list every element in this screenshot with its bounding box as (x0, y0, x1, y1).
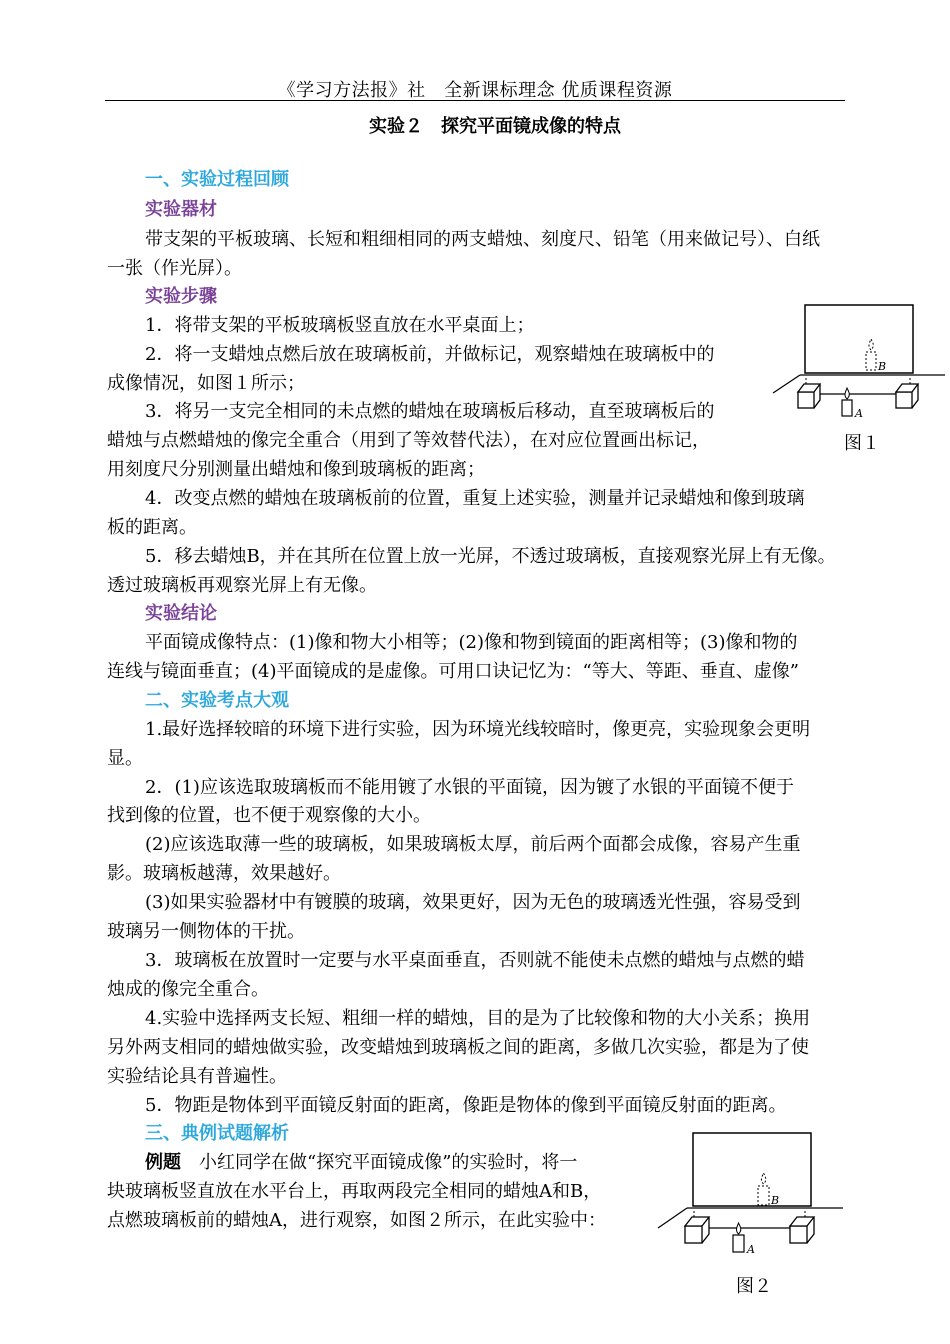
candle-a-icon (842, 388, 852, 416)
conclusion-heading: 实验结论 (145, 603, 217, 624)
figure-2-caption: 图２ (736, 1276, 772, 1297)
step-line: 成像情况，如图１所示； (107, 373, 305, 394)
point-line: 影。玻璃板越薄，效果越好。 (107, 863, 341, 884)
point-line: (2)应该选取薄一些的玻璃板，如果玻璃板太厚，前后两个面都会成像，容易产生重 (145, 834, 801, 855)
table-edge (773, 375, 800, 393)
step-line: 蜡烛与点燃蜡烛的像完全重合（用到了等效替代法），在对应位置画出标记， (107, 430, 710, 451)
section-heading-1: 一、实验过程回顾 (145, 169, 289, 190)
page-header: 《学习方法报》社 全新课标理念 优质课程资源 (277, 80, 673, 101)
header-divider (105, 100, 845, 101)
point-line: 烛成的像完全重合。 (107, 979, 269, 1000)
candle-a-icon (733, 1223, 744, 1252)
right-stand-icon (790, 1209, 814, 1243)
left-stand-icon (798, 376, 820, 408)
glass-plate-frame (693, 1133, 811, 1206)
steps-heading: 实验步骤 (145, 286, 217, 307)
example-line: 块玻璃板竖直放在水平台上，再取两段完全相同的蜡烛A和B， (107, 1181, 602, 1202)
point-line: 4.实验中选择两支长短、粗细一样的蜡烛，目的是为了比较像和物的大小关系；换用 (145, 1008, 811, 1029)
label-b: B (771, 1194, 780, 1207)
left-stand-icon (685, 1209, 709, 1243)
candle-b-icon (866, 339, 876, 370)
materials-line: 带支架的平板玻璃、长短和粗细相同的两支蜡烛、刻度尺、铅笔（用来做记号）、白纸 (145, 229, 820, 250)
step-line: 透过玻璃板再观察光屏上有无像。 (107, 575, 377, 596)
point-line: (3)如果实验器材中有镀膜的玻璃，效果更好，因为无色的玻璃透光性强，容易受到 (145, 892, 801, 913)
step-line: 4．改变点燃的蜡烛在玻璃板前的位置，重复上述实验，测量并记录蜡烛和像到玻璃 (145, 488, 805, 509)
point-line: 显。 (107, 748, 143, 769)
candle-b-icon (758, 1173, 769, 1205)
table-edge (658, 1208, 687, 1228)
point-line: 实验结论具有普遍性。 (107, 1066, 287, 1087)
example-line: 点燃玻璃板前的蜡烛A，进行观察，如图２所示，在此实验中： (107, 1210, 606, 1231)
figure-1-diagram (770, 300, 950, 430)
point-line: 1.最好选择较暗的环境下进行实验，因为环境光线较暗时，像更亮，实验现象会更明 (145, 719, 811, 740)
figure-2-diagram (655, 1128, 845, 1268)
label-b: B (878, 360, 887, 373)
materials-line: 一张（作光屏）。 (107, 258, 242, 279)
materials-heading: 实验器材 (145, 199, 217, 220)
section-heading-2: 二、实验考点大观 (145, 690, 289, 711)
step-line: 板的距离。 (107, 517, 197, 538)
example-line (145, 1150, 577, 1176)
figure-1-caption: 图１ (844, 433, 880, 454)
step-line: 2．将一支蜡烛点燃后放在玻璃板前，并做标记，观察蜡烛在玻璃板中的 (145, 344, 715, 365)
right-stand-icon (896, 376, 918, 408)
label-a: A (747, 1243, 755, 1256)
point-line: 玻璃另一侧物体的干扰。 (107, 921, 305, 942)
section-heading-3: 三、典例试题解析 (145, 1123, 289, 1144)
step-line: 1．将带支架的平板玻璃板竖直放在水平桌面上； (145, 315, 535, 336)
label-a: A (855, 407, 863, 420)
point-line: 2．(1)应该选取玻璃板而不能用镀了水银的平面镜，因为镀了水银的平面镜不便于 (145, 777, 794, 798)
step-line: 3．将另一支完全相同的未点燃的蜡烛在玻璃板后移动，直至玻璃板后的 (145, 401, 715, 422)
point-line: 3．玻璃板在放置时一定要与水平桌面垂直，否则就不能使未点燃的蜡烛与点燃的蜡 (145, 950, 805, 971)
glass-plate-frame (805, 305, 913, 373)
point-line: 5．物距是物体到平面镜反射面的距离，像距是物体的像到平面镜反射面的距离。 (145, 1095, 787, 1116)
step-line: 5．移去蜡烛B，并在其所在位置上放一光屏，不透过玻璃板，直接观察光屏上有无像。 (145, 546, 836, 567)
point-line: 找到像的位置，也不便于观察像的大小。 (107, 805, 431, 826)
example-text: 小红同学在做“探究平面镜成像”的实验时，将一 (181, 1152, 578, 1173)
point-line: 另外两支相同的蜡烛做实验，改变蜡烛到玻璃板之间的距离，多做几次实验，都是为了使 (107, 1037, 809, 1058)
conclusion-line: 平面镜成像特点：(1)像和物大小相等；(2)像和物到镜面的距离相等；(3)像和物的 (145, 632, 798, 653)
step-line: 用刻度尺分别测量出蜡烛和像到玻璃板的距离； (107, 459, 485, 480)
conclusion-line: 连线与镜面垂直；(4)平面镜成的是虚像。可用口诀记忆为：“等大、等距、垂直、虚像” (107, 661, 799, 682)
example-label: 例题 (145, 1152, 181, 1173)
document-title: 实验２ 探究平面镜成像的特点 (369, 116, 621, 137)
